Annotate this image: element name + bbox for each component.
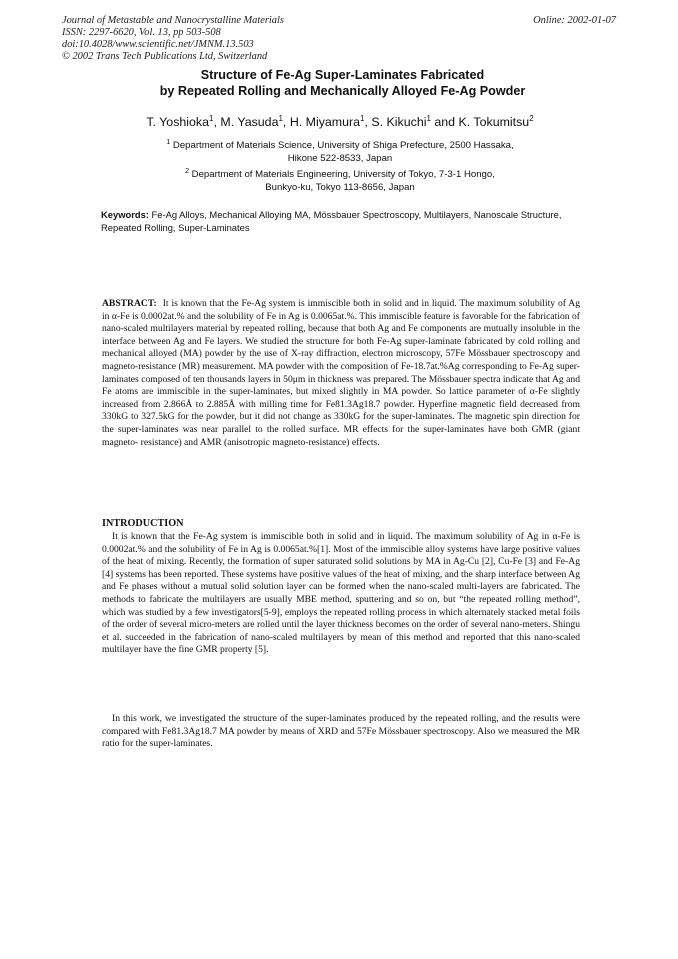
keywords-label: Keywords: [101,209,149,220]
journal-info [62,15,284,63]
journal-name: Journal of Metastable and Nanocrystalline Materials [62,15,284,26]
abstract-text: It is known that the Fe-Ag system is immiscible both in solid and in liquid. The maximum solubility of Ag in α-Fe is 0.0002at.% and the solubility of Fe in Ag is 0.0065at.%. This immiscible feature is favorable for the fabrication of nano-scaled multilayers material by repeated rolling, because that both Ag and Fe components are mutually insoluble in the interface between Ag and Fe layers. We studied the structure for both Fe-Ag super-laminate fabricated by cold rolling and mechanical alloyed (MA) powder by the use of X-ray diffraction, electron microscopy, 57Fe Mössbauer spectroscopy and magneto-resistance (MR) measurement. MA powder with the composition of Fe-18.7at.%Ag corresponding to Fe-Ag super-laminates composed of ten thousands layers in 50μm in thickness was prepared. The Mössbauer spectra indicate that Ag and Fe atoms are immiscible in the super-laminates, but mixed slightly in MA powder. So lattice parameter of α-Fe slightly increased from 2.866Å to 2.885Å with milling time for Fe81.3Ag18.7 powder. Hyperfine magnetic field decreased from 330kG to 327.5kG for the powder, but it did not change as 330kG for the super-laminates. The magnetic spin direction for the super-laminates was near parallel to the rolled surface. MR effects for the super-laminates have both GMR (giant magneto- resistance) and AMR (anisotropic magneto-resistance) effects. [102,298,580,448]
keywords [101,209,581,234]
paper-title [70,68,615,99]
online-date: Online: 2002-01-07 [533,15,616,26]
author-list [60,111,620,130]
abstract [102,298,580,449]
journal-doi: doi:10.4028/www.scientific.net/JMNM.13.503 [62,39,254,50]
abstract-label: ABSTRACT: [102,298,157,309]
journal-copyright: © 2002 Trans Tech Publications Ltd, Switzerland [62,51,268,62]
title-line-2: by Repeated Rolling and Mechanically Alloyed Fe-Ag Powder [159,83,526,98]
author: M. Yasuda$^1$, [220,114,290,130]
author: T. Yoshioka$^1$, [146,114,221,130]
author: H. Miyamura$^1$, [289,114,372,130]
journal-issn: ISSN: 2297-6620, Vol. 13, pp 503-508 [62,27,221,38]
affiliation-1: $^1$ Department of Materials Science, University of Shiga Prefecture, 2500 Hassaka, Hikone 522-8533, Japan [166,139,514,164]
intro-paragraph-2: In this work, we investigated the structure of the super-laminates produced by the repeated rolling, and the results were compared with Fe81.3Ag18.7 MA powder by means of XRD and 57Fe Mössbauer spectroscopy. Also we measured the MR ratio for the super-laminates. [102,713,580,750]
intro-paragraph-1: It is known that the Fe-Ag system is immiscible both in solid and in liquid. The maximum solubility of Ag in α-Fe is 0.0002at.% and the solubility of Fe in Ag is 0.0065at.%[1]. Most of the immiscible alloy systems have large positive values of the heat of mixing. Recently, the formation of super saturated solid solutions by MA in Ag-Cu [2], Cu-Fe [3] and Fe-Ag [4] systems has been reported. These systems have positive values of the heat of mixing, and the sharp interface between Ag and Fe phases without a mutual solid solution layer can be formed when the nano-scaled multi-layers are fabricated. The methods to fabricate the multilayers are usually MBE method, sputtering and so on, but “the repeated rolling method”, which was studied by a few investigators[5-9], employs the repeated rolling process in which alternately stacked metal foils of the order of several micro-meters are rolled until the layer thickness becomes on the order of several nano-meters. Shingu et al. succeeded in the fabrication of nano-scaled multilayers by mean of this method and reported that this nano-scaled multilayer have the fine GMR property [5]. [102,531,580,656]
keywords-text: Fe-Ag Alloys, Mechanical Alloying MA, Mössbauer Spectroscopy, Multilayers, Nanoscale Structure, Repeated Rolling, Super-Laminates [101,209,562,233]
author: K. Tokumitsu$^2$ [458,114,534,130]
affiliation-2: $^2$ Department of Materials Engineering, University of Tokyo, 7-3-1 Hongo, Bunkyo-ku, Tokyo 113-8656, Japan [185,168,495,193]
author: S. Kikuchi$^1$ and [371,114,459,130]
section-heading-introduction: INTRODUCTION [102,518,184,529]
title-line-1: Structure of Fe-Ag Super-Laminates Fabricated [200,68,485,82]
